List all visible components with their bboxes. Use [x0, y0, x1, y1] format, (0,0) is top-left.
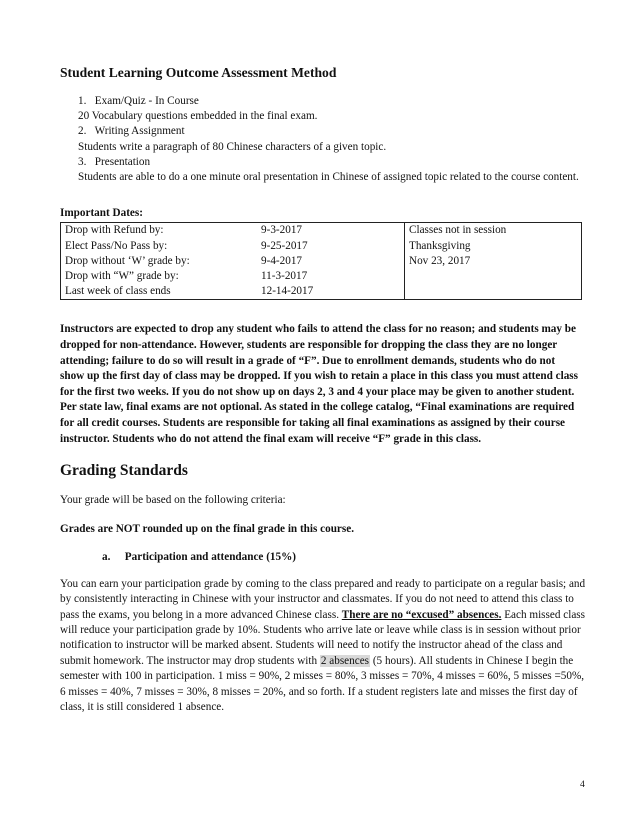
outcome-item — [78, 94, 588, 124]
drop-policy-paragraph: Instructors are expected to drop any student who fails to attend the class for no reason; and students may be dropped for non-attendance. However, students are responsible for dropping the class they are no longer attending; failure to do so will result in a grade of “F”. Due to enrollment demands, students who do not show up the first day of class may be dropped. If you wish to retain a place in this class you must attend class for the first two weeks. If you do not show up on days 2, 3 and 4 your place may be given to another student. — [60, 323, 578, 398]
participation-subheading — [102, 550, 590, 565]
grading-standards-title: Grading Standards — [60, 462, 188, 480]
outcome-description: 20 Vocabulary questions embedded in the final exam. — [78, 110, 318, 123]
holiday-date: Nov 23, 2017 — [409, 254, 471, 267]
paragraph-text: You can earn your participation grade by coming to the class prepared and ready to participate on a regular basis; and by consistently interacting in Chinese with your instructor and classmates. If you do not need to attend this class to pass the exams, you belong in a more advanced Chinese class. — [60, 577, 586, 621]
deadline-label: Drop with “W” grade by: — [65, 270, 179, 283]
no-rounding-notice: Grades are NOT rounded up on the final grade in this course. — [60, 523, 355, 536]
document-page — [60, 64, 590, 715]
outcome-description: Students write a paragraph of 80 Chinese characters of a given topic. — [78, 140, 387, 153]
deadline-date: 11-3-2017 — [261, 270, 308, 283]
final-exam-policy-paragraph: Per state law, final exams are not optional. As stated in the college catalog, “Final examinations are required for all credit courses. Students are responsible for taking all final examinations as assigned by their course instructor. Students who do not attend the final exam will receive “F” grade in this class. — [60, 401, 575, 445]
excused-absences-emphasis: There are no “excused” absences. — [341, 608, 502, 621]
deadline-date: 9-4-2017 — [261, 254, 303, 267]
paragraph-text: (5 hours). All students in Chinese I begin the semester with 100 in participation. 1 miss = 90%, 2 misses = 80%, 3 misses = 70%, 4 misses = 60%, 5 misses =50%, 6 misses = 40%, 7 misses = 30%, 8 misses = 20%, and so forth. If a student registers late and misses the first day of class, it is still considered 1 absence. — [60, 654, 585, 714]
outcomes-list — [78, 94, 588, 185]
outcome-item — [78, 155, 588, 185]
outcome-number: 3. — [78, 155, 87, 168]
no-session-heading: Classes not in session — [409, 224, 507, 237]
deadline-label: Last week of class ends — [65, 285, 171, 298]
paragraph-text: Each missed class will reduce your participation grade by 10%. Students who arrive late or leave while class is in session without prior notification to instructor will be marked absent. Students will need to notify the instructor ahead of the class and submit homework. The instructor may drop students with — [60, 608, 585, 667]
outcome-number: 1. — [78, 95, 87, 107]
outcome-heading: Presentation — [94, 155, 151, 168]
deadline-date: 9-3-2017 — [261, 224, 303, 237]
deadline-label: Drop without ‘W’ grade by: — [65, 254, 190, 267]
holiday-name: Thanksgiving — [409, 239, 471, 252]
subheading-title: Participation and attendance (15%) — [124, 550, 297, 563]
grading-basis-text: Your grade will be based on the following criteria: — [60, 494, 286, 507]
deadline-date: 9-25-2017 — [261, 239, 308, 252]
deadline-label: Drop with Refund by: — [65, 224, 164, 237]
highlighted-text: 2 absences — [320, 654, 370, 667]
deadline-cell — [61, 223, 405, 300]
subheading-letter: a. — [102, 550, 111, 563]
no-session-cell — [405, 223, 582, 300]
outcome-heading: Writing Assignment — [94, 125, 185, 138]
deadline-row — [65, 269, 400, 284]
page-number: 4 — [580, 779, 585, 790]
deadline-row — [65, 239, 400, 254]
deadline-row — [65, 284, 400, 299]
outcome-description: Students are able to do a one minute oral presentation in Chinese of assigned topic related to the course content. — [78, 171, 579, 184]
outcomes-title: Student Learning Outcome Assessment Method — [60, 65, 337, 80]
outcome-heading: Exam/Quiz - In Course — [94, 95, 199, 107]
deadline-label: Elect Pass/No Pass by: — [65, 239, 168, 252]
important-dates-table — [60, 222, 582, 300]
deadline-row — [65, 254, 400, 269]
important-dates-title: Important Dates: — [60, 207, 143, 220]
outcome-number: 2. — [78, 125, 87, 138]
participation-paragraph — [60, 577, 590, 716]
deadline-date: 12-14-2017 — [261, 285, 314, 298]
deadline-row — [65, 223, 400, 238]
attendance-policy — [60, 322, 582, 447]
outcome-item — [78, 124, 588, 154]
